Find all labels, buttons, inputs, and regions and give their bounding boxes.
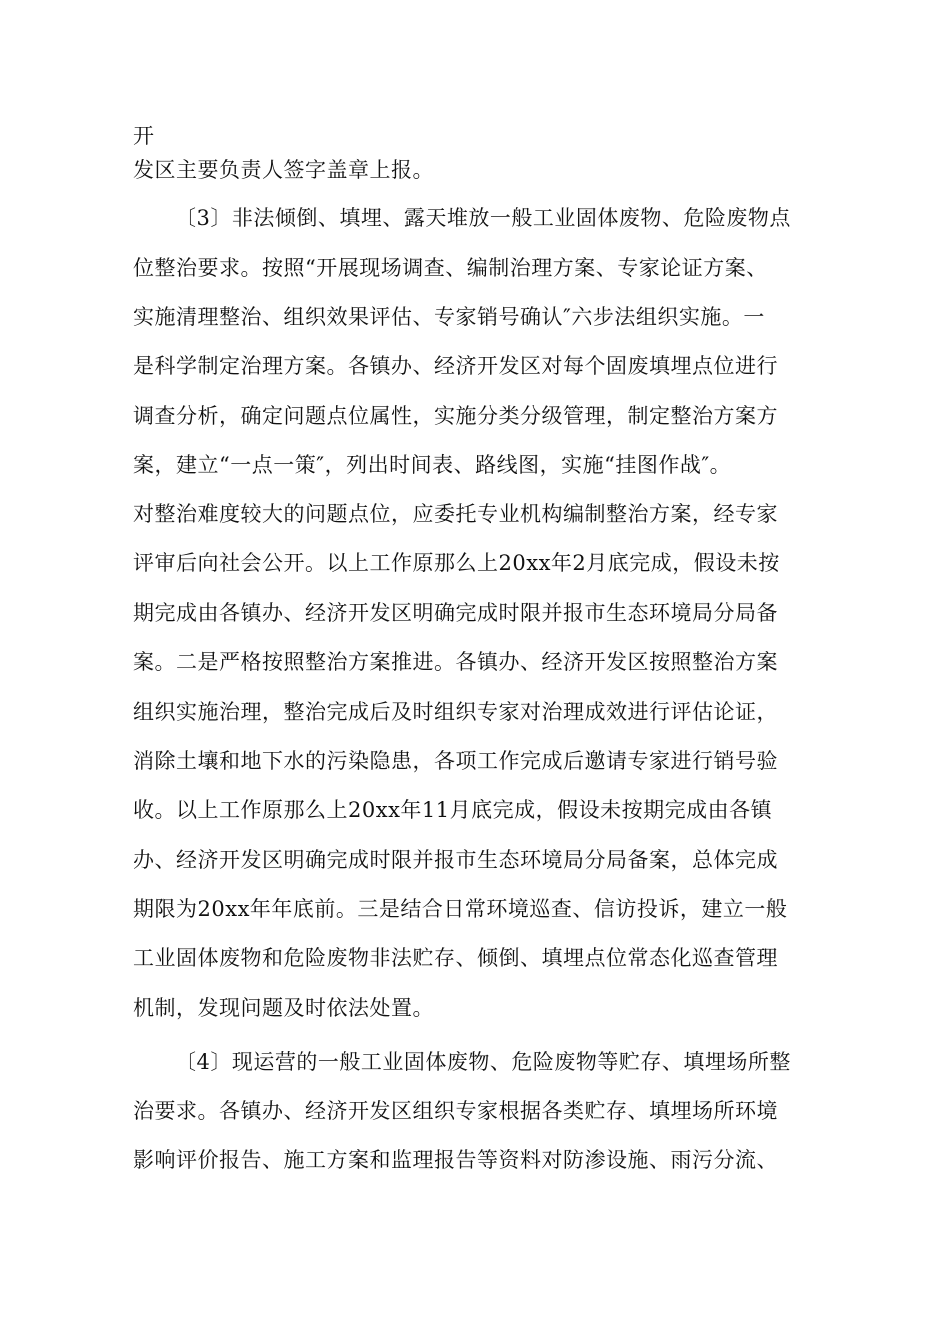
text-line: 发区主要负责人签字盖章上报。 [133, 158, 434, 182]
text-line: 收。以上工作原那么上20xx年11月底完成，假设未按期完成由各镇 [133, 798, 773, 822]
text-line: 期限为20xx年年底前。三是结合日常环境巡查、信访投诉，建立一般 [133, 897, 788, 921]
text-line: 开 [133, 124, 155, 148]
text-line: 对整治难度较大的问题点位，应委托专业机构编制整治方案，经专家 [133, 502, 778, 526]
text-line: 期完成由各镇办、经济开发区明确完成时限并报市生态环境局分局备 [133, 601, 778, 625]
text-line: 位整治要求。按照“开展现场调查、编制治理方案、专家论证方案、 [133, 256, 768, 280]
text-line: 案。二是严格按照整治方案推进。各镇办、经济开发区按照整治方案 [133, 650, 778, 674]
paragraph-4-line: 〔4〕现运营的一般工业固体废物、危险废物等贮存、填埋场所整 [175, 1050, 791, 1074]
paragraph-3-line: 〔3〕非法倾倒、填埋、露天堆放一般工业固体废物、危险废物点 [175, 206, 791, 230]
text-line: 治要求。各镇办、经济开发区组织专家根据各类贮存、填埋场所环境 [133, 1099, 778, 1123]
text-line: 调查分析，确定问题点位属性，实施分类分级管理，制定整治方案方 [133, 404, 778, 428]
text-line: 工业固体废物和危险废物非法贮存、倾倒、填埋点位常态化巡查管理 [133, 946, 778, 970]
text-line: 影响评价报告、施工方案和监理报告等资料对防渗设施、雨污分流、 [133, 1148, 778, 1172]
text-line: 案，建立“一点一策″，列出时间表、路线图，实施“挂图作战″。 [133, 453, 732, 477]
text-line: 组织实施治理，整治完成后及时组织专家对治理成效进行评估论证， [133, 700, 778, 724]
text-line: 实施清理整治、组织效果评估、专家销号确认″六步法组织实施。一 [133, 305, 765, 329]
text-line: 消除土壤和地下水的污染隐患，各项工作完成后邀请专家进行销号验 [133, 749, 778, 773]
text-line: 是科学制定治理方案。各镇办、经济开发区对每个固废填埋点位进行 [133, 354, 778, 378]
text-line: 评审后向社会公开。以上工作原那么上20xx年2月底完成，假设未按 [133, 551, 780, 575]
text-line: 机制，发现问题及时依法处置。 [133, 996, 434, 1020]
text-line: 办、经济开发区明确完成时限并报市生态环境局分局备案，总体完成 [133, 848, 778, 872]
